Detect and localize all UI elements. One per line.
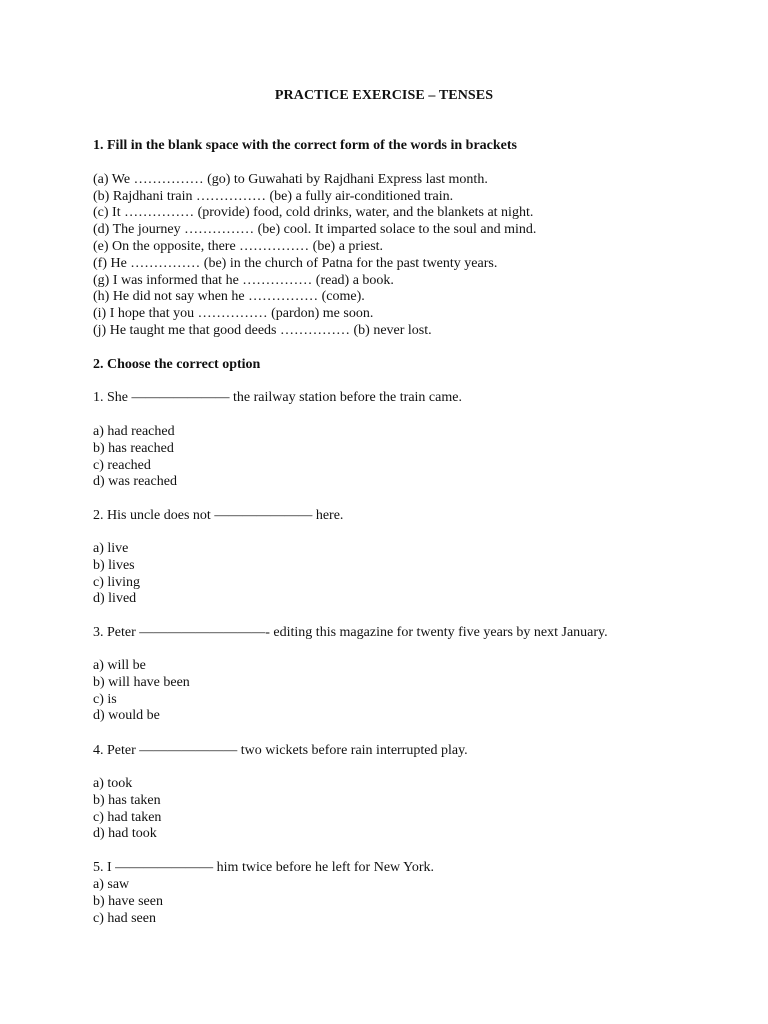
question-3-options (93, 658, 190, 725)
question-4-options (93, 776, 161, 843)
fill-blank-item-f: (f) He …………… (be) in the church of Patna for the past twenty years. (93, 256, 498, 271)
question-3-text: 3. Peter —————————- editing this magazine for twenty five years by next January. (93, 625, 608, 640)
fill-blank-item-a: (a) We …………… (go) to Guwahati by Rajdhani Express last month. (93, 172, 488, 187)
question-2-option-b: b) lives (93, 557, 135, 573)
question-4-option-a: a) took (93, 776, 133, 791)
question-4-option-b: b) has taken (93, 792, 161, 808)
question-2-text: 2. His uncle does not ——————— here. (93, 508, 344, 523)
section-1-heading: 1. Fill in the blank space with the correct form of the words in brackets (93, 138, 517, 153)
question-5-option-a: a) saw (93, 877, 130, 892)
fill-blank-item-d: (d) The journey …………… (be) cool. It imparted solace to the soul and mind. (93, 222, 537, 237)
fill-blank-item-h: (h) He did not say when he …………… (come). (93, 289, 365, 304)
question-3-option-b: b) will have been (93, 674, 190, 690)
question-1-option-c: c) reached (93, 457, 151, 473)
fill-blank-item-b: (b) Rajdhani train …………… (be) a fully air-conditioned train. (93, 189, 454, 204)
fill-blank-item-e: (e) On the opposite, there …………… (be) a priest. (93, 239, 384, 254)
question-2-options (93, 541, 140, 608)
fill-blank-item-c: (c) It …………… (provide) food, cold drinks, water, and the blankets at night. (93, 205, 534, 220)
question-5-option-b: b) have seen (93, 893, 163, 909)
question-1-option-b: b) has reached (93, 440, 174, 456)
question-3-option-a: a) will be (93, 658, 146, 673)
fill-blank-item-g: (g) I was informed that he …………… (read) a book. (93, 273, 394, 288)
question-1-option-d: d) was reached (93, 474, 177, 490)
question-4-option-c: c) had taken (93, 809, 162, 825)
question-1-text: 1. She ——————— the railway station before the train came. (93, 390, 462, 405)
question-2-option-c: c) living (93, 574, 141, 590)
question-4-text: 4. Peter ——————— two wickets before rain interrupted play. (93, 743, 468, 758)
fill-blank-item-i: (i) I hope that you …………… (pardon) me soon. (93, 306, 374, 321)
question-1-options (93, 424, 177, 491)
section-2-heading: 2. Choose the correct option (93, 357, 261, 372)
page-title: PRACTICE EXERCISE – TENSES (274, 88, 494, 103)
question-5-option-c: c) had seen (93, 910, 156, 926)
question-5-options (93, 877, 163, 927)
question-2-option-d: d) lived (93, 591, 137, 607)
question-3-option-d: d) would be (93, 708, 160, 724)
question-2-option-a: a) live (93, 541, 129, 556)
question-3-option-c: c) is (93, 691, 117, 707)
question-4-option-d: d) had took (93, 826, 157, 842)
question-5-text: 5. I ——————— him twice before he left for New York. (93, 860, 434, 875)
fill-blank-item-j: (j) He taught me that good deeds …………… (b) never lost. (93, 323, 432, 338)
question-1-option-a: a) had reached (93, 424, 175, 439)
